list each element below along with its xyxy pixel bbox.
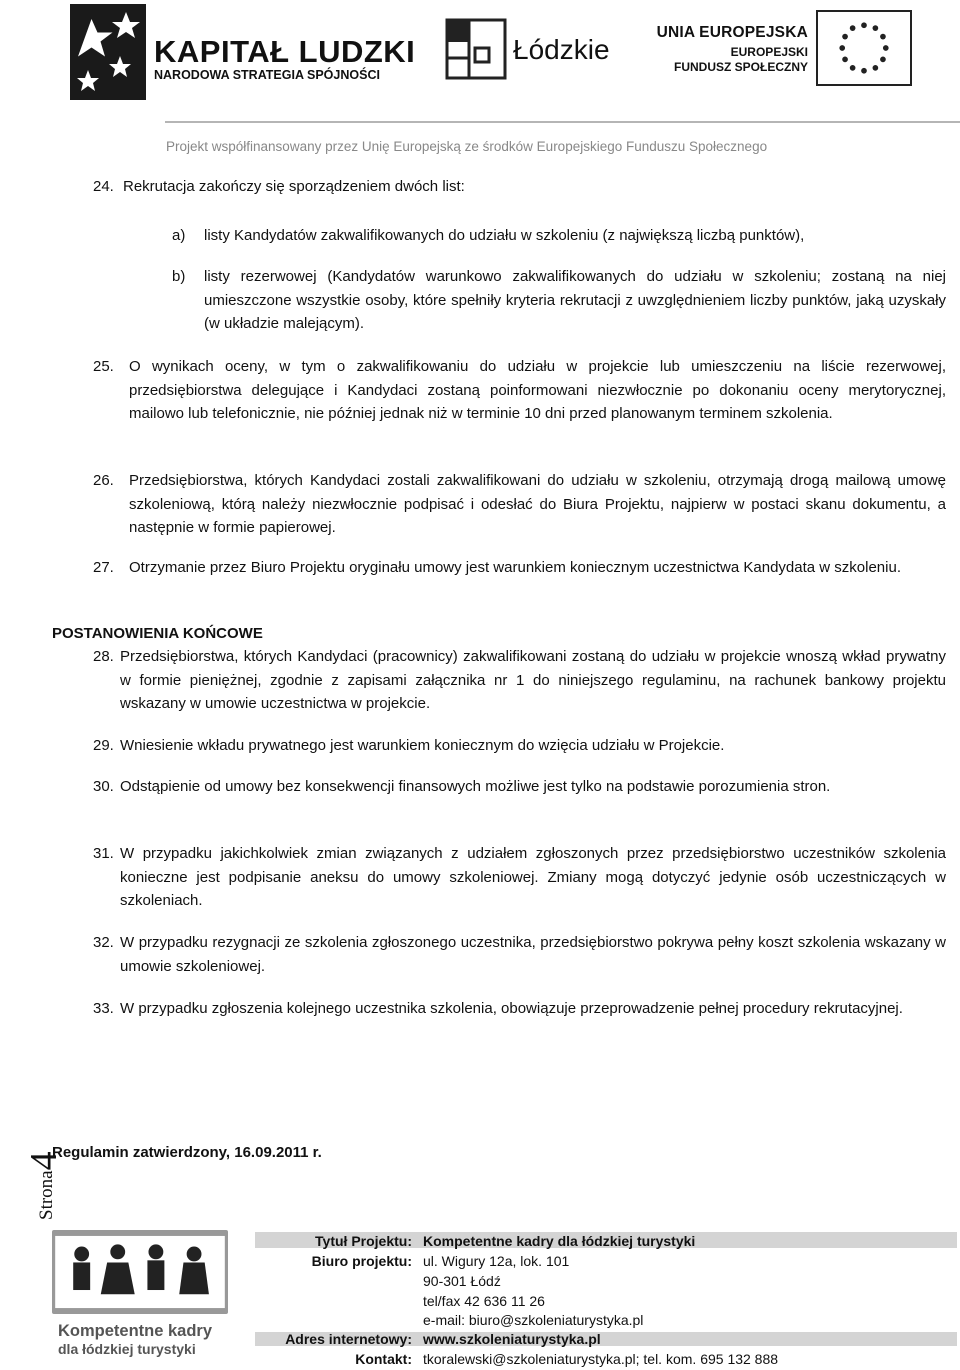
eu-logo bbox=[656, 10, 912, 90]
cofinancing-note: Projekt współfinansowany przez Unię Europejską ze środków Europejskiego Funduszu Społecznego bbox=[166, 139, 768, 154]
eu-line-3: FUNDUSZ SPOŁECZNY bbox=[673, 60, 808, 74]
header-divider bbox=[165, 121, 960, 123]
item-28-text: Przedsiębiorstwa, których Kandydaci (pracownicy) zakwalifikowani zostaną do udziału w projekcie wnoszą wkład prywatny w formie pieniężnej, zgodnie z zapisami załącznika nr 1 do niniejszego regulaminu, na rachunek bankowy projektu wskazany w umowie uczestnictwa w projekcie. bbox=[120, 648, 946, 712]
project-people-icon bbox=[52, 1230, 228, 1314]
item-29-number: 29. bbox=[93, 737, 114, 754]
item-33-number: 33. bbox=[93, 1000, 114, 1017]
item-30-number: 30. bbox=[93, 778, 114, 795]
footer-contact-label: Kontakt: bbox=[355, 1351, 412, 1367]
item-31-text: W przypadku jakichkolwiek zmian związanych z udziałem zgłoszonych przez przedsiębiorstwo uczestników szkolenia konieczne jest podpisanie aneksu do umowy szkoleniowej. Zmiany mogą dotyczyć jedynie osób uczestniczących w szkoleniach. bbox=[120, 845, 946, 909]
footer-office-line-2: 90-301 Łódź bbox=[423, 1273, 501, 1289]
footer-office-line-3: tel/fax 42 636 11 26 bbox=[423, 1293, 545, 1309]
footer-contact-value[interactable]: tkoralewski@szkoleniaturystyka.pl; tel. kom. 695 132 888 bbox=[423, 1351, 779, 1367]
item-29-text: Wniesienie wkładu prywatnego jest warunkiem koniecznym do wzięcia udziału w Projekcie. bbox=[120, 737, 725, 754]
project-logo bbox=[52, 1230, 238, 1360]
lodzkie-logo bbox=[445, 18, 615, 86]
footer-office-label: Biuro projektu: bbox=[311, 1253, 412, 1269]
item-27-text: Otrzymanie przez Biuro Projektu oryginału umowy jest warunkiem koniecznym uczestnictwa Kandydata w szkoleniu. bbox=[129, 559, 901, 576]
kapital-ludzki-logo bbox=[70, 4, 416, 104]
kapital-ludzki-emblem-icon bbox=[70, 4, 146, 100]
item-26-number: 26. bbox=[93, 472, 114, 489]
item-28-number: 28. bbox=[93, 648, 114, 665]
lodzkie-label: Łódzkie bbox=[513, 34, 610, 65]
lodzkie-emblem-icon bbox=[445, 18, 507, 80]
item-a-label: a) bbox=[172, 227, 186, 244]
item-32-text: W przypadku rezygnacji ze szkolenia zgłoszonego uczestnika, przedsiębiorstwo pokrywa pełny koszt szkolenia wskazany w umowie szkoleniowej. bbox=[120, 934, 946, 975]
eu-flag-icon bbox=[816, 10, 912, 86]
strona-label: Strona bbox=[36, 1170, 57, 1220]
footer-office-line-4: e-mail: biuro@szkoleniaturystyka.pl bbox=[423, 1312, 644, 1328]
item-32-number: 32. bbox=[93, 934, 114, 951]
item-26-text: Przedsiębiorstwa, których Kandydaci zostali zakwalifikowani do udziału w szkoleniu, otrzymają drogą mailową umowę szkoleniową, którą należy niezwłocznie podpisać i odesłać do Biura Projektu, najpierw w postaci skanu dokumentu, a następnie w formie papierowej. bbox=[129, 472, 946, 536]
kapital-ludzki-title: KAPITAŁ LUDZKI bbox=[154, 34, 416, 69]
project-logo-line-2: dla łódzkiej turystyki bbox=[58, 1341, 196, 1357]
item-30-text: Odstąpienie od umowy bez konsekwencji finansowych możliwe jest tylko na podstawie porozumienia stron. bbox=[120, 778, 831, 795]
item-25-number: 25. bbox=[93, 358, 114, 375]
item-b-label: b) bbox=[172, 268, 186, 285]
section-heading-final-provisions: POSTANOWIENIA KOŃCOWE bbox=[52, 625, 263, 642]
item-a-text: listy Kandydatów zakwalifikowanych do udziału w szkoleniu (z największą liczbą punktów), bbox=[204, 227, 805, 244]
footer-web-value[interactable]: www.szkoleniaturystyka.pl bbox=[423, 1331, 601, 1347]
item-24-number: 24. bbox=[93, 178, 114, 195]
item-33-text: W przypadku zgłoszenia kolejnego uczestnika szkolenia, obowiązuje przeprowadzenie pełnej procedury rekrutacyjnej. bbox=[120, 1000, 903, 1017]
page-number: 4 bbox=[23, 1151, 65, 1171]
footer-title-label: Tytuł Projektu: bbox=[315, 1233, 412, 1249]
eu-line-1: UNIA EUROPEJSKA bbox=[656, 24, 808, 41]
item-b-text: listy rezerwowej (Kandydatów warunkowo zakwalifikowanych do udziału w szkoleniu; zostaną na niej umieszczone wszystkie osoby, które spełniły kryteria rekrutacji z uwzględnieniem liczby punktów, jaką uzyskały (w układzie malejącym). bbox=[204, 268, 946, 332]
item-24-text: Rekrutacja zakończy się sporządzeniem dwóch list: bbox=[123, 178, 465, 195]
eu-line-2: EUROPEJSKI bbox=[730, 45, 808, 59]
footer-title-value: Kompetentne kadry dla łódzkiej turystyki bbox=[423, 1233, 696, 1249]
item-31-number: 31. bbox=[93, 845, 114, 862]
item-25-text: O wynikach oceny, w tym o zakwalifikowaniu do udziału w projekcie lub umieszczeniu na liście rezerwowej, przedsiębiorstwa delegujące i Kandydaci zostaną poinformowani niezwłocznie po dokonaniu oceny merytorycznej, mailowo lub telefonicznie, nie później jednak niż w terminie 10 dni przed planowanym terminem szkolenia. bbox=[129, 358, 946, 422]
item-27-number: 27. bbox=[93, 559, 114, 576]
footer-office-line-1: ul. Wigury 12a, lok. 101 bbox=[423, 1253, 570, 1269]
footer-web-label: Adres internetowy: bbox=[285, 1331, 412, 1347]
kapital-ludzki-subtitle: NARODOWA STRATEGIA SPÓJNOŚCI bbox=[154, 68, 380, 82]
project-logo-line-1: Kompetentne kadry bbox=[58, 1322, 213, 1340]
approval-note: Regulamin zatwierdzony, 16.09.2011 r. bbox=[52, 1144, 322, 1161]
